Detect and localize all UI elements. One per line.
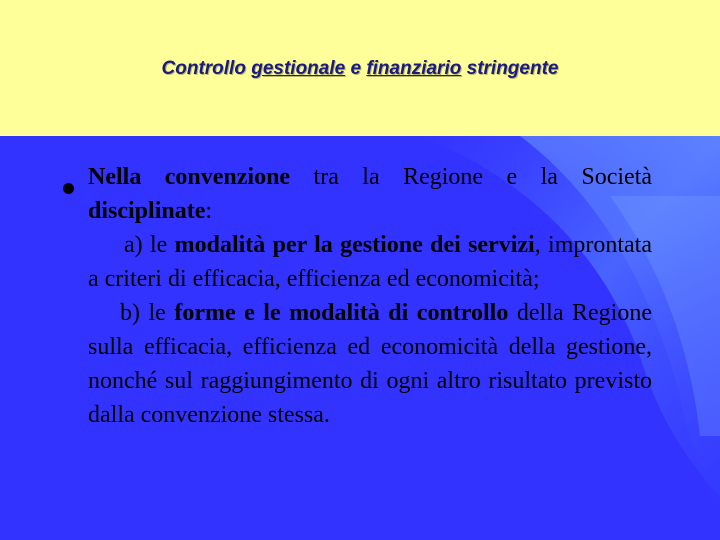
title-text-underlined-gestionale: gestionale <box>251 58 346 79</box>
title-text-5: stringente <box>461 58 559 79</box>
bullet-icon <box>63 183 74 194</box>
title-text-1: Controllo <box>161 58 252 79</box>
item-a-prefix: a) le <box>124 232 175 258</box>
slide-title <box>0 58 720 80</box>
item-b <box>88 296 652 432</box>
item-b-prefix: b) le <box>120 300 175 326</box>
intro-bold-disciplinate: disciplinate <box>88 198 206 224</box>
item-b-bold: forme e le modalità di controllo <box>174 300 509 326</box>
intro-text: tra la Regione e la Società <box>290 164 652 190</box>
item-a-text: , improntata a criteri di efficacia, efficienza ed economicità; <box>88 232 653 292</box>
item-a <box>88 228 652 296</box>
title-text-3: e <box>345 58 367 79</box>
title-text-underlined-finanziario: finanziario <box>366 58 462 79</box>
bullet-intro <box>88 160 652 228</box>
intro-bold-convenzione: Nella convenzione <box>88 164 291 190</box>
item-b-text: della Regione sulla efficacia, efficienza ed economicità della gestione, nonché sul raggiungimento di ogni altro risultato previsto dalla convenzione stessa. <box>88 300 652 428</box>
intro-colon: : <box>205 198 213 224</box>
bullet-content <box>88 160 652 432</box>
item-a-bold: modalità per la gestione dei servizi <box>174 232 535 258</box>
